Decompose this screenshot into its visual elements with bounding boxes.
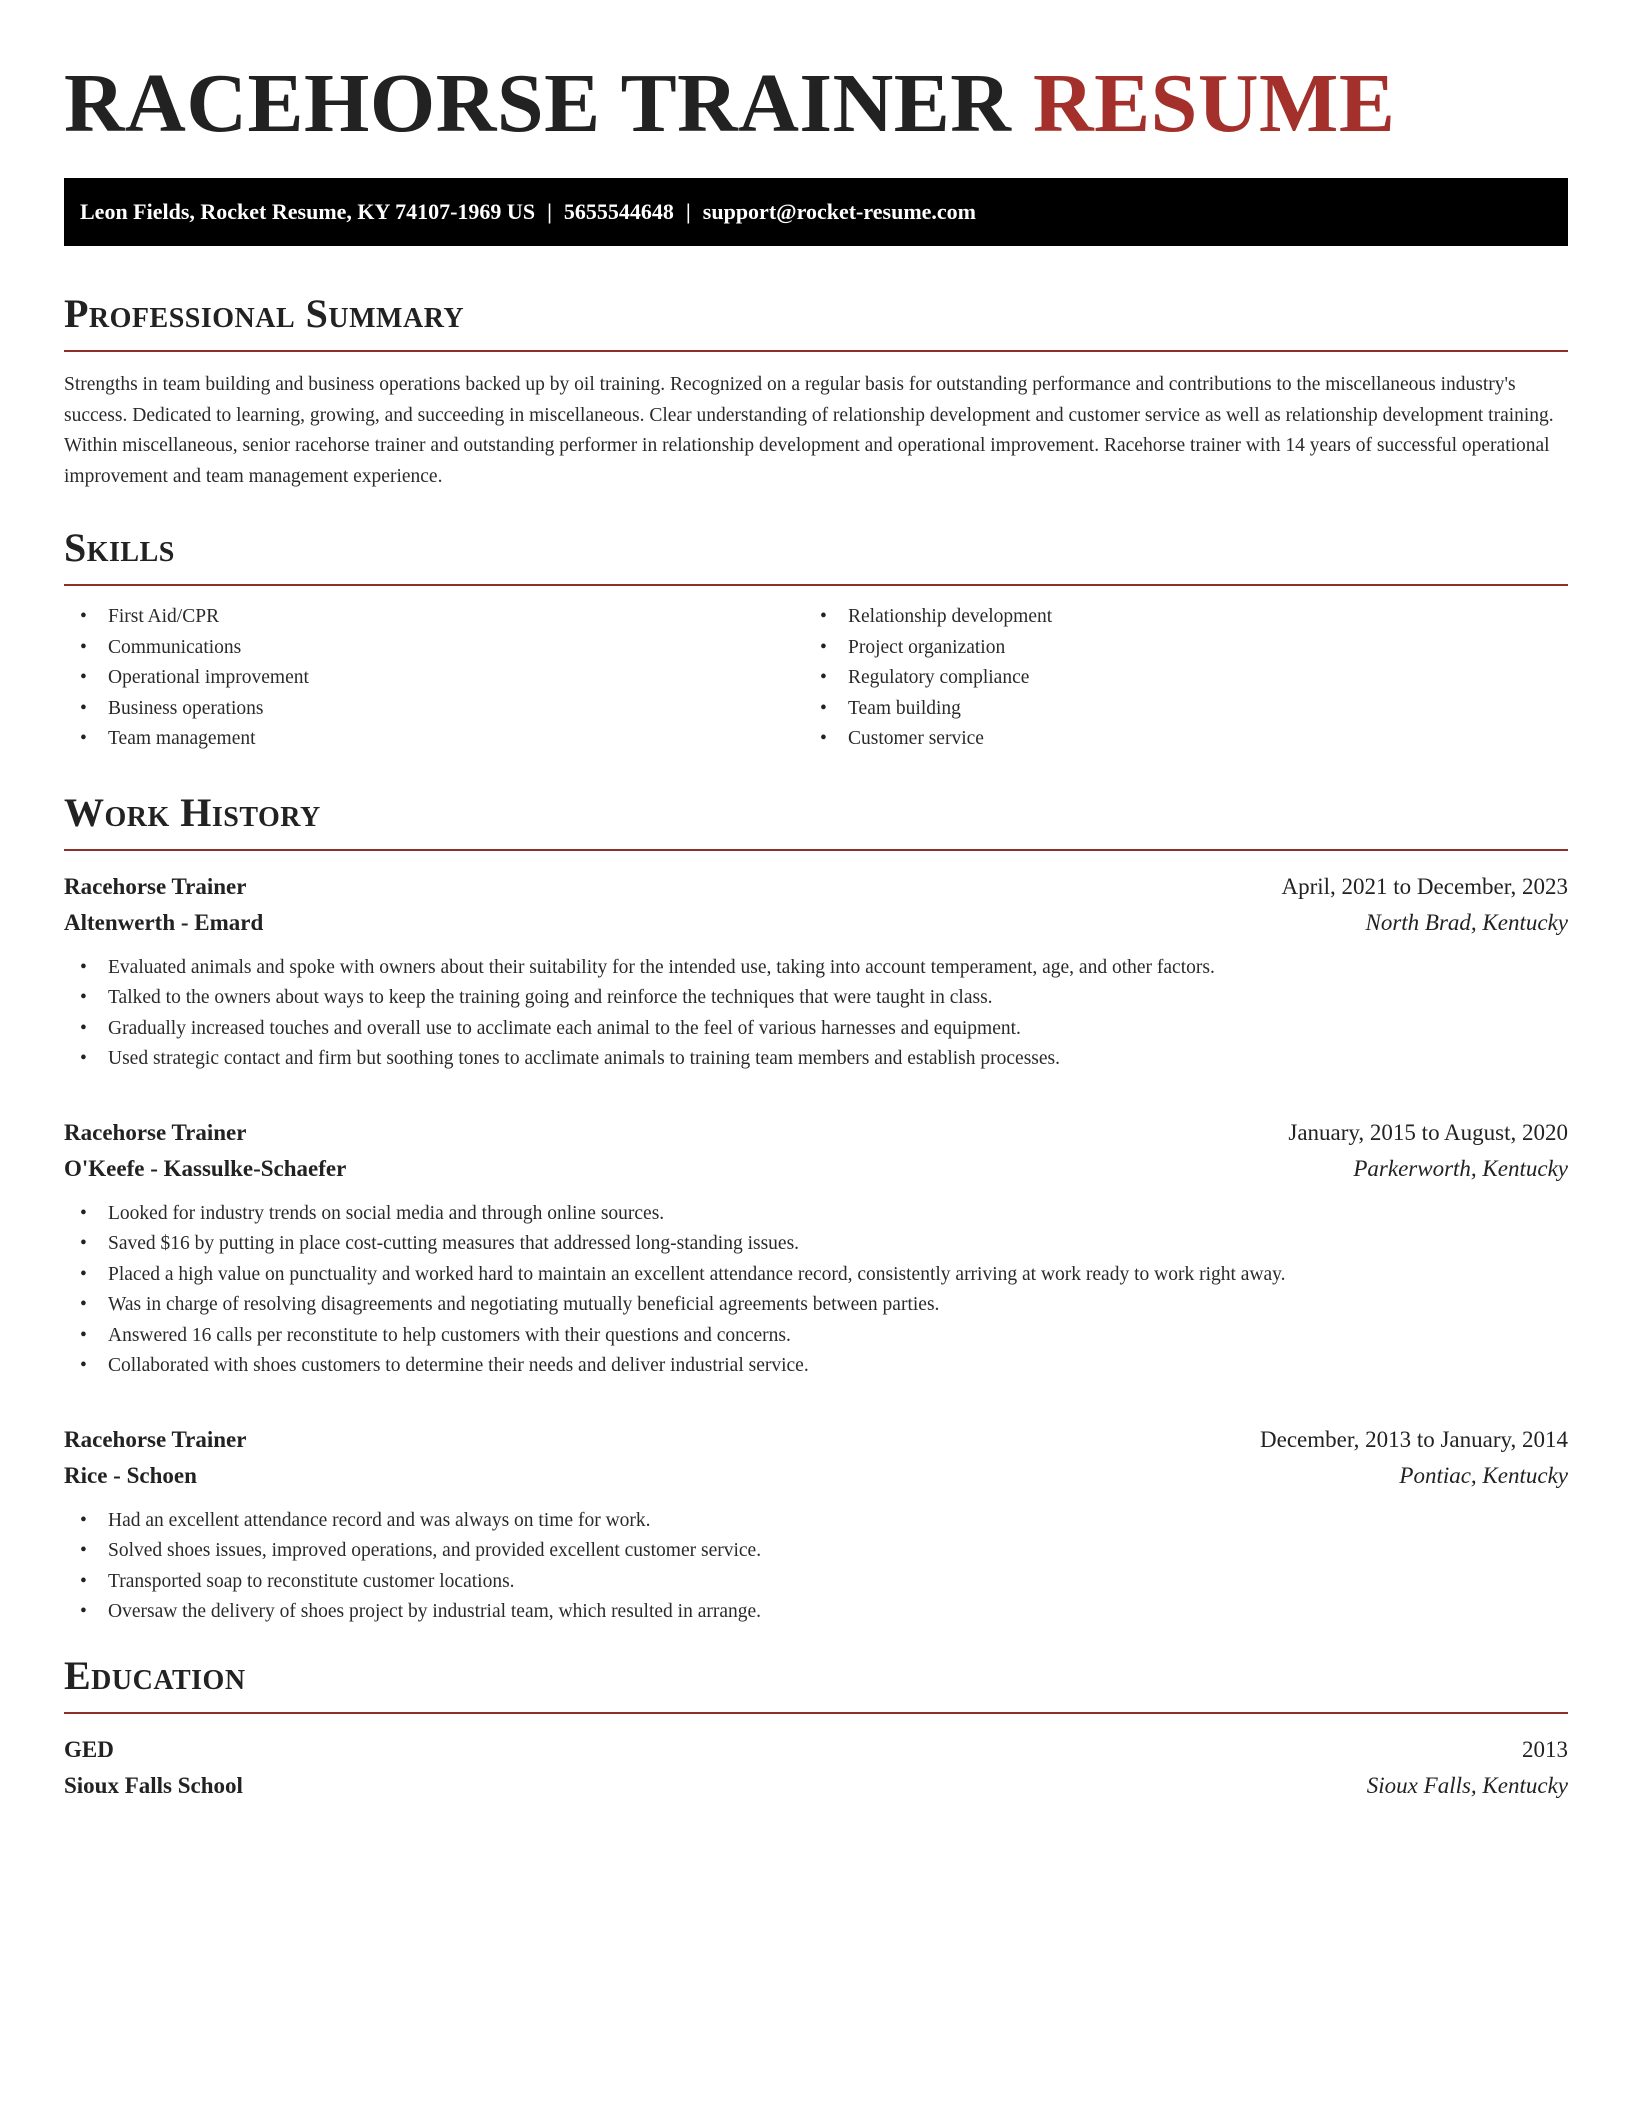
- contact-email: support@rocket-resume.com: [702, 199, 976, 224]
- section-divider: [64, 584, 1568, 586]
- title-main: RACEHORSE TRAINER: [64, 57, 1012, 150]
- skills-list: [64, 602, 1568, 755]
- job-duty: • Evaluated animals and spoke with owners about their suitability for the intended use, taking into account temperament, age, and other factors.: [64, 953, 1568, 984]
- job-duty: • Gradually increased touches and overall use to acclimate each animal to the feel of various harnesses and equipment.: [64, 1014, 1568, 1045]
- education-location: Sioux Falls, Kentucky: [1366, 1772, 1568, 1798]
- job-duty: • Oversaw the delivery of shoes project by industrial team, which resulted in arrange.: [64, 1597, 1568, 1628]
- resume-page: [64, 0, 1568, 1804]
- education-degree-row: [64, 1732, 1568, 1768]
- section-divider: [64, 1712, 1568, 1714]
- contact-bar: [64, 178, 1568, 246]
- job-header-row: [64, 1422, 1568, 1458]
- job-location: Parkerworth, Kentucky: [1353, 1155, 1568, 1181]
- skill-item: • Business operations: [64, 694, 804, 725]
- skills-column-left: [64, 602, 804, 755]
- contact-phone: 5655544648: [563, 199, 674, 224]
- skill-item: • Team management: [64, 724, 804, 755]
- education-entry: [64, 1732, 1568, 1804]
- job-dates: April, 2021 to December, 2023: [1281, 873, 1568, 899]
- job-duty: • Saved $16 by putting in place cost-cutting measures that addressed long-standing issues.: [64, 1229, 1568, 1260]
- education-school: Sioux Falls School: [64, 1772, 243, 1798]
- job-duty: • Collaborated with shoes customers to determine their needs and deliver industrial service.: [64, 1351, 1568, 1382]
- job-duty: • Was in charge of resolving disagreements and negotiating mutually beneficial agreements between parties.: [64, 1290, 1568, 1321]
- section-divider: [64, 849, 1568, 851]
- job-entry: [64, 869, 1568, 1075]
- job-duty: • Talked to the owners about ways to keep the training going and reinforce the techniques that were taught in class.: [64, 983, 1568, 1014]
- contact-separator: |: [685, 199, 691, 224]
- skill-item: • Project organization: [804, 633, 1544, 664]
- job-company: Rice - Schoen: [64, 1462, 197, 1488]
- job-company-row: [64, 1151, 1568, 1187]
- education-year: 2013: [1522, 1736, 1568, 1762]
- summary-text: Strengths in team building and business operations backed up by oil training. Recognized on a regular basis for outstanding performance and contributions to the miscellaneous industry's success. Dedicated to learning, growing, and succeeding in miscellaneous. Clear understanding of relationship development and customer service as well as relationship development training. Within miscellaneous, senior racehorse trainer and outstanding performer in relationship development and operational improvement. Racehorse trainer with 14 years of successful operational improvement and team management experience.: [64, 374, 1554, 487]
- skill-item: • Communications: [64, 633, 804, 664]
- skill-item: • Customer service: [804, 724, 1544, 755]
- skill-item: • Operational improvement: [64, 663, 804, 694]
- job-header-row: [64, 1115, 1568, 1151]
- job-duty: • Placed a high value on punctuality and worked hard to maintain an excellent attendance record, consistently arriving at work ready to work right away.: [64, 1260, 1568, 1291]
- job-title: Racehorse Trainer: [64, 1119, 247, 1145]
- job-company-row: [64, 1458, 1568, 1494]
- education-degree: GED: [64, 1736, 114, 1762]
- job-duties: [64, 1506, 1568, 1628]
- job-dates: December, 2013 to January, 2014: [1260, 1426, 1568, 1452]
- job-duty: • Used strategic contact and firm but soothing tones to acclimate animals to training team members and establish processes.: [64, 1044, 1568, 1075]
- job-duties: [64, 1199, 1568, 1382]
- section-divider: [64, 350, 1568, 352]
- skills-heading: Skills: [64, 525, 175, 570]
- job-duty: • Transported soap to reconstitute customer locations.: [64, 1567, 1568, 1598]
- job-title: Racehorse Trainer: [64, 873, 247, 899]
- education-school-row: [64, 1768, 1568, 1804]
- job-company: Altenwerth - Emard: [64, 909, 264, 935]
- job-duty: • Looked for industry trends on social media and through online sources.: [64, 1199, 1568, 1230]
- job-duty: • Solved shoes issues, improved operations, and provided excellent customer service.: [64, 1536, 1568, 1567]
- job-header-row: [64, 869, 1568, 905]
- education-heading: Education: [64, 1652, 246, 1698]
- job-entry: [64, 1115, 1568, 1382]
- skills-column-right: [804, 602, 1544, 755]
- job-entry: [64, 1422, 1568, 1628]
- job-duty: • Answered 16 calls per reconstitute to help customers with their questions and concerns.: [64, 1321, 1568, 1352]
- resume-title: [64, 56, 1568, 152]
- job-duty: • Had an excellent attendance record and was always on time for work.: [64, 1506, 1568, 1537]
- job-company: O'Keefe - Kassulke-Schaefer: [64, 1155, 347, 1181]
- summary-heading: Professional Summary: [64, 291, 465, 336]
- contact-separator: |: [547, 199, 552, 224]
- job-company-row: [64, 905, 1568, 941]
- job-location: North Brad, Kentucky: [1365, 909, 1568, 935]
- skill-item: • Regulatory compliance: [804, 663, 1544, 694]
- work-history-heading: Work History: [64, 789, 321, 835]
- skill-item: • First Aid/CPR: [64, 602, 804, 633]
- job-duties: [64, 953, 1568, 1075]
- skill-item: • Relationship development: [804, 602, 1544, 633]
- job-dates: January, 2015 to August, 2020: [1288, 1119, 1568, 1145]
- skill-item: • Team building: [804, 694, 1544, 725]
- job-title: Racehorse Trainer: [64, 1426, 247, 1452]
- contact-address: Leon Fields, Rocket Resume, KY 74107-1969 US: [80, 199, 536, 224]
- job-location: Pontiac, Kentucky: [1399, 1462, 1568, 1488]
- title-accent: RESUME: [1032, 57, 1396, 150]
